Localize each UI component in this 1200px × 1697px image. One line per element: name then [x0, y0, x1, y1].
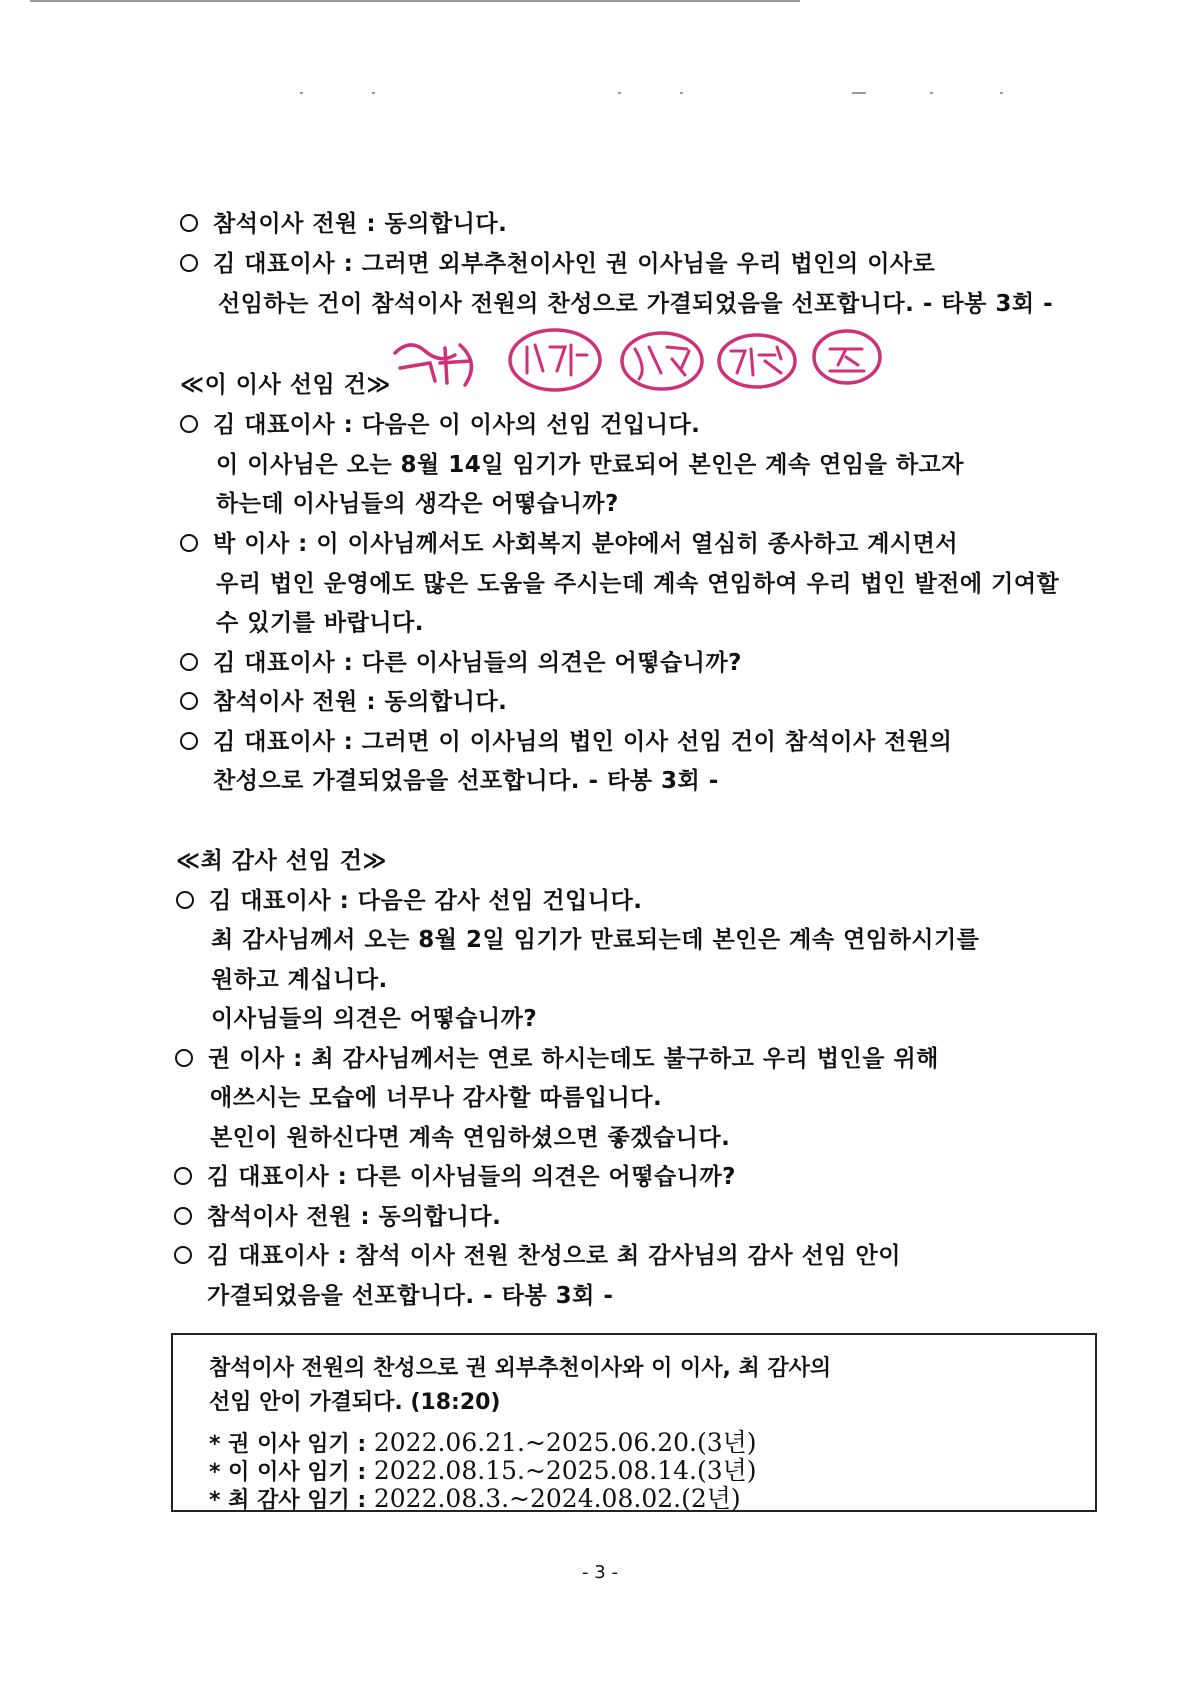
minutes-text: 가결되었음을 선포합니다. - 타봉 3회 -	[207, 1283, 614, 1309]
minutes-text: 참석이사 전원 : 동의합니다.	[207, 1204, 502, 1230]
term-period: 2022.06.21.~2025.06.20.(3년)	[373, 1428, 757, 1457]
minutes-text: 참석이사 전원 : 동의합니다.	[213, 211, 508, 237]
bullet-circle-icon	[180, 692, 198, 710]
term-label: * 이 이사 임기 :	[209, 1460, 374, 1485]
term-period: 2022.08.3.~2024.08.02.(2년)	[373, 1484, 741, 1513]
bullet-circle-icon	[180, 415, 198, 433]
bullet-circle-icon	[176, 891, 194, 909]
bullet-circle-icon	[175, 1049, 193, 1067]
scan-specks	[300, 92, 1020, 106]
bullet-circle-icon	[180, 534, 198, 552]
bullet-circle-icon	[174, 1246, 192, 1264]
minutes-text: 참석이사 전원 : 동의합니다.	[213, 689, 508, 715]
summary-text: 선임 안이 가결되다. (18:20)	[209, 1390, 501, 1415]
minutes-text: 수 있기를 바랍니다.	[216, 610, 424, 636]
minutes-text: 찬성으로 가결되었음을 선포합니다. - 타봉 3회 -	[213, 768, 719, 794]
seal-stamp-icon	[617, 329, 707, 393]
term-label: * 최 감사 임기 :	[209, 1488, 374, 1513]
bullet-circle-icon	[174, 1207, 192, 1225]
seal-row	[385, 325, 905, 395]
term-row	[209, 1479, 741, 1515]
minutes-text: 김 대표이사 : 다른 이사님들의 의견은 어떻습니까?	[213, 650, 742, 676]
page-number: - 3 -	[582, 1562, 618, 1583]
minutes-text: 김 대표이사 : 다른 이사님들의 의견은 어떻습니까?	[207, 1164, 736, 1190]
minutes-text: 박 이사 : 이 이사님께서도 사회복지 분야에서 열심히 종사하고 계시면서	[213, 531, 959, 557]
minutes-text: 선임하는 건이 참석이사 전원의 찬성으로 가결되었음을 선포합니다. - 타봉 3회 -	[218, 291, 1054, 317]
bullet-circle-icon	[180, 254, 198, 272]
minutes-text: 김 대표이사 : 참석 이사 전원 찬성으로 최 감사님의 감사 선임 안이	[207, 1243, 901, 1269]
minutes-text: 이 이사님은 오는 8월 14일 임기가 만료되어 본인은 계속 연임을 하고자	[216, 452, 964, 478]
minutes-text: 김 대표이사 : 다음은 이 이사의 선임 건입니다.	[213, 412, 701, 438]
seal-stamp-icon	[715, 331, 800, 391]
term-label: * 권 이사 임기 :	[209, 1432, 374, 1457]
seal-stamp-icon	[810, 327, 885, 387]
minutes-text: 권 이사 : 최 감사님께서는 연로 하시는데도 불구하고 우리 법인을 위해	[208, 1046, 939, 1072]
minutes-text: 김 대표이사 : 그러면 이 이사님의 법인 이사 선임 건이 참석이사 전원의	[213, 729, 953, 755]
minutes-text: 하는데 이사님들의 생각은 어떻습니까?	[216, 491, 619, 517]
minutes-text: 이사님들의 의견은 어떻습니까?	[211, 1006, 538, 1032]
seal-stamp-icon	[385, 333, 495, 393]
term-period: 2022.08.15.~2025.08.14.(3년)	[373, 1456, 757, 1485]
bullet-circle-icon	[174, 1167, 192, 1185]
bullet-circle-icon	[180, 732, 198, 750]
minutes-text: 김 대표이사 : 다음은 감사 선임 건입니다.	[209, 888, 643, 914]
minutes-text: 원하고 계십니다.	[211, 967, 388, 993]
minutes-text: 김 대표이사 : 그러면 외부추천이사인 권 이사님을 우리 법인의 이사로	[213, 251, 936, 277]
minutes-text: 최 감사님께서 오는 8월 2일 임기가 만료되는데 본인은 계속 연임하시기를	[211, 927, 980, 953]
bullet-circle-icon	[180, 214, 198, 232]
seal-stamp-icon	[505, 325, 605, 395]
resolution-summary-box	[171, 1333, 1097, 1512]
minutes-text: 본인이 원하신다면 계속 연임하셨으면 좋겠습니다.	[210, 1125, 731, 1151]
minutes-text: 애쓰시는 모습에 너무나 감사할 따름입니다.	[210, 1085, 663, 1111]
minutes-text: 우리 법인 운영에도 많은 도움을 주시는데 계속 연임하여 우리 법인 발전에 기여할	[216, 571, 1060, 597]
bullet-circle-icon	[180, 653, 198, 671]
section-heading-text: ≪이 이사 선임 건≫	[180, 372, 391, 398]
section-heading-text: ≪최 감사 선임 건≫	[176, 848, 387, 874]
scan-edge-line	[30, 0, 800, 2]
summary-text: 참석이사 전원의 찬성으로 권 외부추천이사와 이 이사, 최 감사의	[209, 1356, 832, 1381]
